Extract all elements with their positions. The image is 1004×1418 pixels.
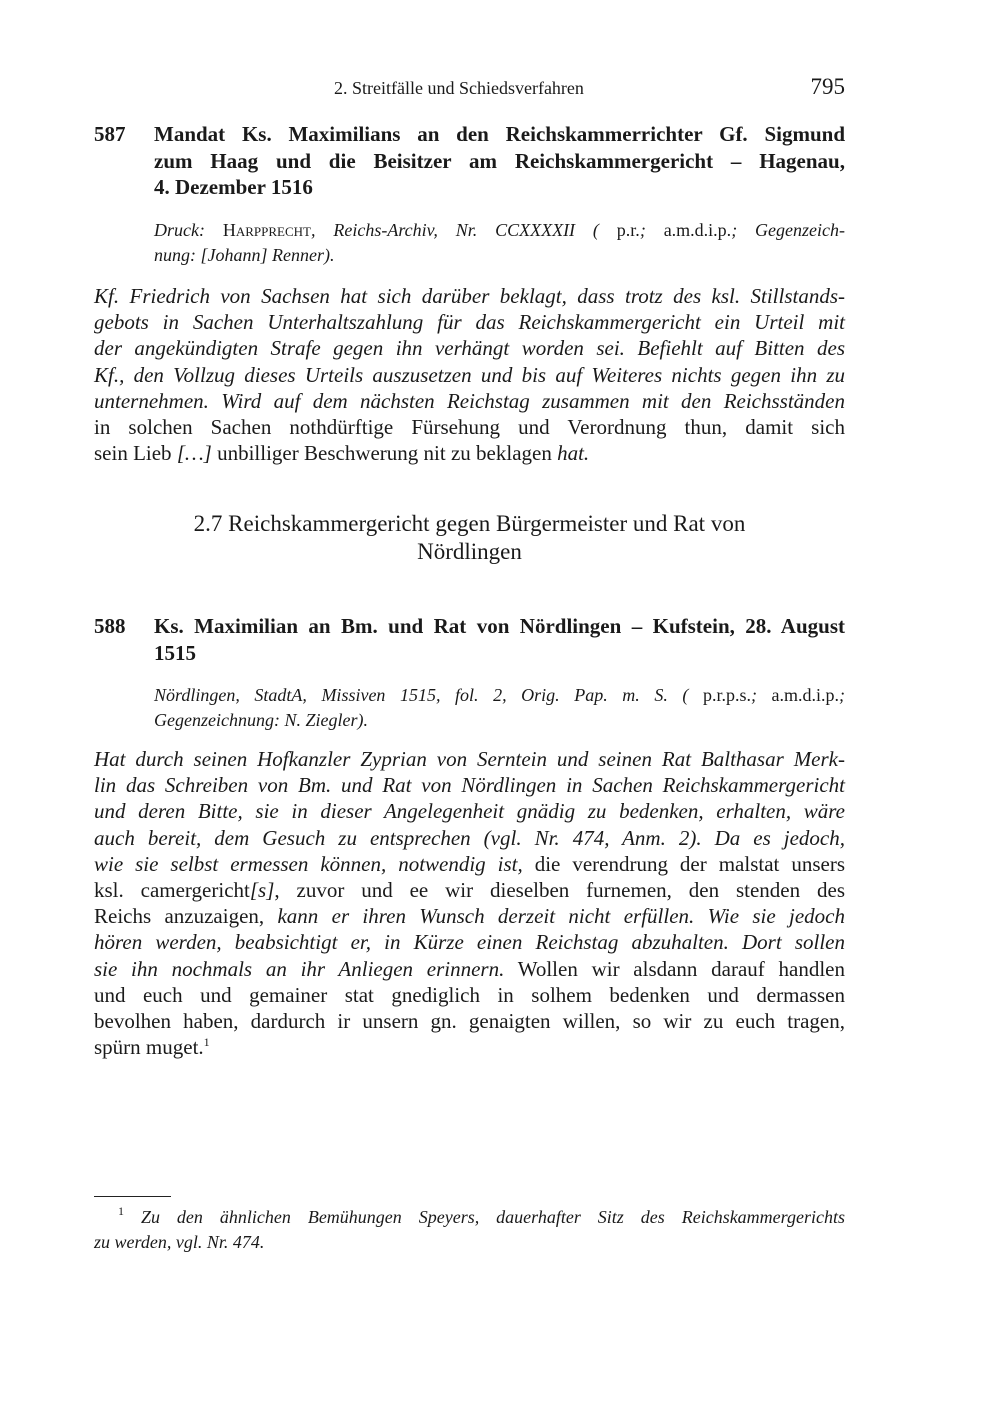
text-segment: zu werden, vgl. Nr. 474. (94, 1232, 265, 1252)
page-number: 795 (810, 74, 845, 99)
text-segment: in solchen Sachen nothdürftige Fürsehung und Verordnung thun, damit sich (94, 414, 845, 439)
text-segment: Gegenzeichnung: N. Ziegler). (154, 710, 368, 730)
text-segment: ; (750, 685, 772, 705)
text-segment: bevolhen haben, dardurch ir unsern gn. genaigten willen, so wir zu euch tragen, (94, 1008, 845, 1033)
text-line (154, 243, 845, 268)
text-line (154, 640, 845, 667)
document-body-587 (94, 283, 845, 466)
text-line (94, 1034, 845, 1060)
text-segment: hat. (557, 441, 590, 466)
section-heading (94, 510, 845, 566)
text-line (94, 1205, 845, 1230)
text-segment: und deren Bitte, sie in dieser Angelegenheit gnädig zu bedenken, erhalten, wäre (94, 799, 845, 824)
text-line (94, 798, 845, 824)
text-segment: Reichs anzuzaigen, (94, 904, 278, 929)
text-segment: und euch und gemainer stat gnediglich in solhem bedenken und dermassen (94, 982, 845, 1007)
text-segment: Kf., den Vollzug dieses Urteils auszusetzen und bis auf Weiteres nichts gegen ihn zu (94, 362, 845, 387)
text-segment: unbilliger Beschwerung nit zu beklagen (211, 441, 558, 466)
text-segment: ; (839, 685, 846, 705)
text-line (94, 982, 845, 1008)
text-segment: Mandat Ks. Maximilians an den Reichskammerrichter Gf. Sigmund (154, 122, 845, 146)
document-number-588: 588 (94, 614, 126, 638)
text-segment: der angekündigten Strafe gegen ihn verhängt worden sei. Befiehlt auf Bitten des (94, 336, 845, 361)
text-segment (124, 1207, 141, 1227)
text-segment: Hat durch seinen Hofkanzler Zyprian von Serntein und seinen Rat Balthasar Merk- (94, 747, 845, 771)
text-line (94, 903, 845, 929)
text-segment: Ks. Maximilian an Bm. und Rat von Nördlingen – Kufstein, 28. August (154, 614, 845, 638)
text-segment: […] (176, 441, 212, 466)
text-segment: gebots in Sachen Unterhaltszahlung für das Reichskammergericht ein Urteil mit (94, 310, 845, 335)
text-line (94, 309, 845, 335)
text-line (94, 440, 845, 466)
text-line (154, 121, 845, 148)
text-segment: wie sie selbst ermessen können, notwendig ist, (94, 851, 523, 876)
running-head-title: 2. Streitfälle und Schiedsverfahren (334, 78, 584, 98)
text-line (154, 218, 845, 243)
text-segment: Druck: (154, 220, 223, 240)
text-segment: spürn muget. (94, 1035, 204, 1060)
text-segment: sie ihn nochmals an ihr Anliegen erinnern. (94, 956, 505, 981)
document-number-587: 587 (94, 122, 126, 146)
text-segment: zum Haag und die Beisitzer am Reichskammergericht – Hagenau, (154, 148, 845, 173)
document-body-588 (94, 746, 845, 1060)
text-line (154, 683, 845, 708)
text-segment: ksl. camergericht (94, 877, 250, 902)
text-line (94, 414, 845, 440)
text-line (94, 956, 845, 982)
text-segment: ; (639, 220, 664, 240)
text-segment: [s] (249, 877, 275, 902)
text-line (94, 1008, 845, 1034)
text-segment: p.r.p.s. (702, 685, 751, 705)
text-segment: Harpprecht (222, 220, 311, 240)
text-line (94, 1230, 845, 1255)
text-line (94, 825, 845, 851)
footnote-marker: 1 (118, 1204, 124, 1218)
text-line (94, 877, 845, 903)
text-line (94, 388, 845, 414)
text-segment: Zu den ähnlichen Bemühungen Speyers, dauerhafter Sitz des Reichskammergerichts (140, 1207, 846, 1227)
document-title-588 (154, 613, 845, 666)
text-line (154, 708, 845, 733)
text-segment: lin das Schreiben von Bm. und Rat von Nördlingen in Sachen Reichskammergericht (94, 773, 845, 798)
text-segment: sein Lieb (94, 441, 177, 466)
section-heading-line: Nördlingen (417, 539, 522, 564)
text-segment: a.m.d.i.p. (663, 220, 732, 240)
text-line (154, 613, 845, 640)
text-segment: hören werden, beabsichtigt er, in Kürze einen Reichstag abzuhalten. Dort sollen (94, 930, 845, 955)
text-line (154, 148, 845, 175)
text-segment: ; Gegenzeich- (731, 220, 846, 240)
text-segment: , zuvor und ee wir dieselben furnemen, den stenden des (274, 877, 845, 902)
text-line (94, 851, 845, 877)
source-note-588 (154, 683, 845, 733)
text-segment: 4. Dezember 1516 (154, 175, 313, 199)
text-line (94, 335, 845, 361)
footnote-rule (94, 1196, 171, 1197)
source-note-587 (154, 218, 845, 268)
text-segment: Wollen wir alsdann darauf handlen (504, 956, 845, 981)
text-segment: nung: [Johann] Renner). (154, 245, 335, 265)
text-segment: die verendrung der malstat unsers (522, 851, 845, 876)
text-segment: kann er ihren Wunsch derzeit nicht erfüllen. Wie sie jedoch (277, 904, 846, 929)
footnote-marker: 1 (203, 1035, 210, 1050)
text-line (94, 746, 845, 772)
text-segment: p.r. (616, 220, 640, 240)
text-line (94, 362, 845, 388)
text-segment: Nördlingen, StadtA, Missiven 1515, fol. 2, Orig. Pap. m. S. ( (154, 685, 703, 705)
section-heading-line: 2.7 Reichskammergericht gegen Bürgermeister und Rat von (193, 511, 746, 536)
text-segment: Kf. Friedrich von Sachsen hat sich darüber beklagt, dass trotz des ksl. Stillstands- (94, 284, 845, 308)
text-segment: a.m.d.i.p. (771, 685, 840, 705)
text-segment: unternehmen. Wird auf dem nächsten Reichstag zusammen mit den Reichsständen (94, 388, 845, 413)
text-line (94, 283, 845, 309)
document-title-587 (154, 121, 845, 201)
text-segment: auch bereit, dem Gesuch zu entsprechen (vgl. Nr. 474, Anm. 2). Da es jedoch, (94, 825, 845, 850)
footnote (94, 1205, 845, 1255)
text-segment: , Reichs-Archiv, Nr. CCXXXXII ( (311, 220, 617, 240)
text-segment: 1515 (154, 640, 196, 665)
text-line (94, 772, 845, 798)
text-line (154, 174, 845, 201)
text-line (94, 929, 845, 955)
